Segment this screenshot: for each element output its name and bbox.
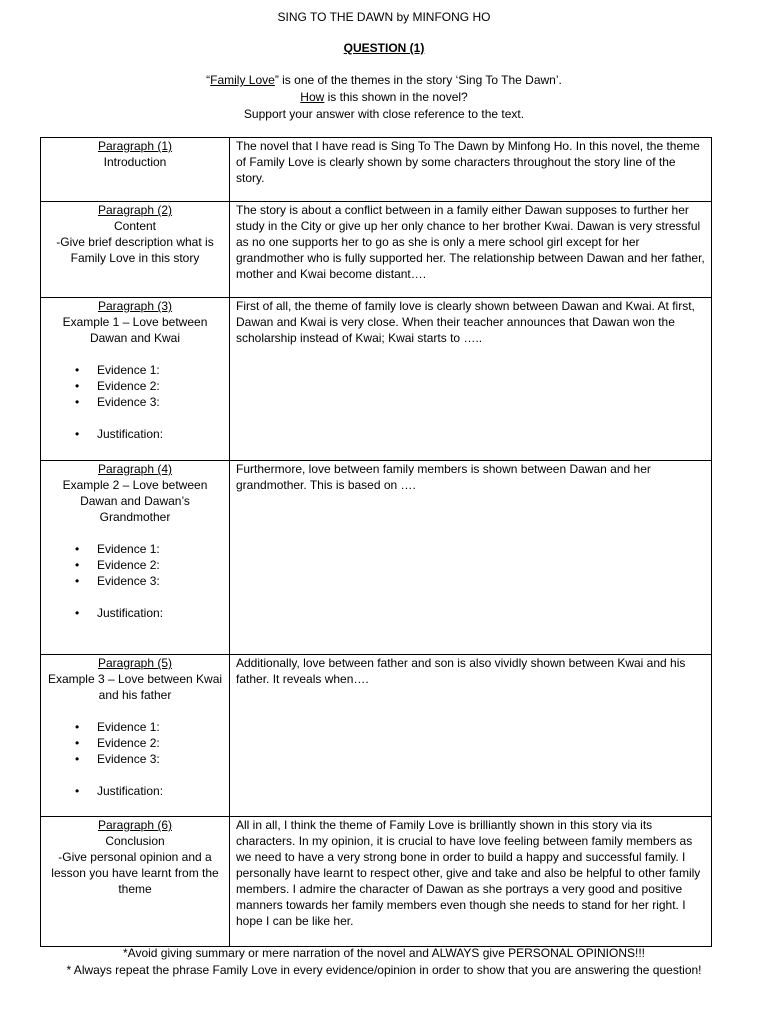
evidence-item: • Justification: xyxy=(45,426,225,442)
paragraph-heading: Paragraph (5) xyxy=(97,656,173,670)
evidence-item: • Evidence 2: xyxy=(45,557,225,573)
paragraph-answer-cell: Furthermore, love between family members is shown between Dawan and her grandmother. This is based on …. xyxy=(230,461,712,655)
evidence-item: • Evidence 2: xyxy=(45,735,225,751)
table-row xyxy=(41,817,712,947)
prompt-line-3: Support your answer with close reference to the text. xyxy=(243,107,525,121)
paragraph-label-cell xyxy=(41,461,230,655)
evidence-item: • Evidence 2: xyxy=(45,378,225,394)
evidence-item: • Evidence 3: xyxy=(45,751,225,767)
paragraph-description: Example 1 – Love between Dawan and Kwai xyxy=(62,315,208,345)
evidence-item: • Evidence 1: xyxy=(45,541,225,557)
paragraph-description: -Give personal opinion and a lesson you have learnt from the theme xyxy=(51,850,219,896)
paragraph-label-cell xyxy=(41,202,230,298)
evidence-item: • Evidence 3: xyxy=(45,394,225,410)
essay-plan-table xyxy=(40,137,712,947)
evidence-item: • Justification: xyxy=(45,783,225,799)
paragraph-heading: Paragraph (1) xyxy=(97,139,173,153)
paragraph-label-cell xyxy=(41,298,230,461)
paragraph-label-cell xyxy=(41,138,230,202)
evidence-list xyxy=(45,362,225,442)
footer-note-2: * Always repeat the phrase Family Love in every evidence/opinion in order to show that you are answering the question! xyxy=(66,963,702,977)
theme-phrase: Family Love xyxy=(210,73,275,87)
table-row xyxy=(41,655,712,817)
prompt-line-2: How is this shown in the novel? xyxy=(300,90,468,104)
paragraph-description: Content xyxy=(113,219,157,233)
table-row xyxy=(41,202,712,298)
paragraph-label-cell xyxy=(41,817,230,947)
paragraph-answer-cell: The novel that I have read is Sing To The Dawn by Minfong Ho. In this novel, the theme of Family Love is clearly shown by some characters throughout the story line of the story. xyxy=(230,138,712,202)
how-word: How xyxy=(300,90,325,104)
prompt-line-1: “Family Love” is one of the themes in the story ‘Sing To The Dawn’. xyxy=(206,73,562,87)
evidence-item: • Evidence 1: xyxy=(45,719,225,735)
evidence-item: • Evidence 3: xyxy=(45,573,225,589)
paragraph-answer-cell: Additionally, love between father and son is also vividly shown between Kwai and his father. It reveals when…. xyxy=(230,655,712,817)
footer-notes xyxy=(0,945,768,979)
evidence-list xyxy=(45,541,225,621)
footer-note-1: *Avoid giving summary or mere narration of the novel and ALWAYS give PERSONAL OPINIONS!!! xyxy=(123,946,645,960)
paragraph-description: -Give brief description what is Family Love in this story xyxy=(56,235,214,265)
paragraph-answer-cell: The story is about a conflict between in a family either Dawan supposes to further her study in the City or give up her only chance to her brother Kwai. Dawan is very stressful as no one supports her to go as she is only a mere school girl except for her grandmother who is fully supported her. The relationship between Dawan and her father, mother and Kwai become distant…. xyxy=(230,202,712,298)
paragraph-heading: Paragraph (4) xyxy=(97,462,173,476)
question-heading xyxy=(0,41,768,55)
paragraph-label-cell xyxy=(41,655,230,817)
document-title: SING TO THE DAWN by MINFONG HO xyxy=(277,10,491,24)
paragraph-description: Example 2 – Love between Dawan and Dawan’s Grandmother xyxy=(62,478,208,524)
paragraph-answer-cell: First of all, the theme of family love is clearly shown between Dawan and Kwai. At first, Dawan and Kwai is very close. When their teacher announces that Dawan won the scholarship instead of Kwai; Kwai starts to ….. xyxy=(230,298,712,461)
table-row xyxy=(41,138,712,202)
evidence-item: • Justification: xyxy=(45,605,225,621)
paragraph-description: Conclusion xyxy=(105,834,165,848)
question-prompt xyxy=(0,72,768,123)
question-label: QUESTION (1) xyxy=(343,41,425,55)
paragraph-description: Introduction xyxy=(103,155,167,169)
paragraph-description: Example 3 – Love between Kwai and his father xyxy=(47,672,223,702)
table-row xyxy=(41,298,712,461)
evidence-item: • Evidence 1: xyxy=(45,362,225,378)
paragraph-heading: Paragraph (3) xyxy=(97,299,173,313)
paragraph-heading: Paragraph (2) xyxy=(97,203,173,217)
table-row xyxy=(41,461,712,655)
paragraph-answer-cell: All in all, I think the theme of Family Love is brilliantly shown in this story via its characters. In my opinion, it is crucial to have love feeling between family members as we need to have a very strong bone in order to build a happy and successful family. I personally have learnt to respect other, give and take and also be helpful to other family members. I admire the character of Dawan as she portrays a very good and positive manners towards her family members even though she needs to stand for her right. I hope I can be like her. xyxy=(230,817,712,947)
evidence-list xyxy=(45,719,225,799)
paragraph-heading: Paragraph (6) xyxy=(97,818,173,832)
